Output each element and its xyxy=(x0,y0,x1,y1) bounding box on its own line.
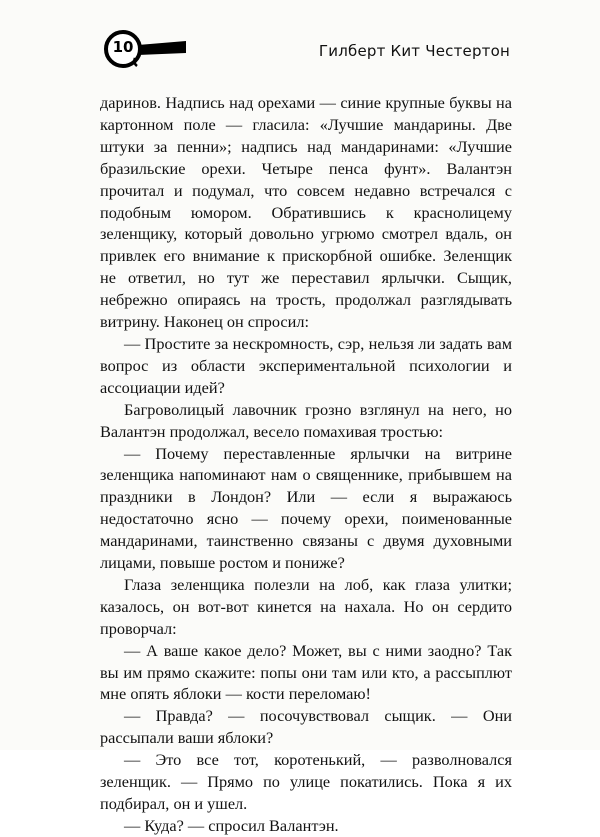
page-number: 10 xyxy=(112,38,134,56)
paragraph: — Это все тот, коротенький, — разволновался зеленщик. — Прямо по улице покатились. Пока я их подбирал, он и ушел. xyxy=(100,750,512,813)
running-header-author: Гилберт Кит Честертон xyxy=(318,42,510,60)
body-text xyxy=(100,92,512,837)
paragraph: — Почему переставленные ярлычки на витрине зеленщика напоминают нам о священнике, прибывшем на праздники в Лондон? Или — если я выражаюсь недостаточно ясно — почему орехи, поименованные мандаринами, таинственно связаны с двумя духовными лицами, повыше ростом и пониже? xyxy=(100,443,512,573)
paragraph: — Правда? — посочувствовал сыщик. — Они рассыпали ваши яблоки? xyxy=(100,706,512,748)
paragraph: — Простите за нескромность, сэр, нельзя ли задать вам вопрос из области экспериментальной психологии и ассоциации идей? xyxy=(100,333,512,397)
paragraph: — Куда? — спросил Валантэн. xyxy=(124,815,339,835)
paragraph: Багроволицый лавочник грозно взглянул на него, но Валантэн продолжал, весело помахивая тростью: xyxy=(100,399,512,441)
paragraph: даринов. Надпись над орехами — синие крупные буквы на картонном поле — гласила: «Лучшие мандарины. Две штуки за пенни»; надпись над мандаринами: «Лучшие бразильские орехи. Четыре пенса фунт». Валантэн прочитал и подумал, что совсем недавно встречался с подобным юмором. Обратившись к краснолицему зеленщику, который довольно угрюмо смотрел вдаль, он привлек его внимание к прискорбной ошибке. Зеленщик не ответил, но тут же переставил ярлычки. Сыщик, небрежно опираясь на трость, продолжал разглядывать витрину. Наконец он спросил: xyxy=(100,93,512,332)
page-header xyxy=(100,28,510,72)
paragraph: — А ваше какое дело? Может, вы с ними заодно? Так вы им прямо скажите: попы они там или кто, а рассыплют мне опять яблоки — кости переломаю! xyxy=(100,640,512,704)
paragraph: Глаза зеленщика полезли на лоб, как глаза улитки; казалось, он вот-вот кинется на нахала. Но он сердито проворчал: xyxy=(100,574,512,638)
